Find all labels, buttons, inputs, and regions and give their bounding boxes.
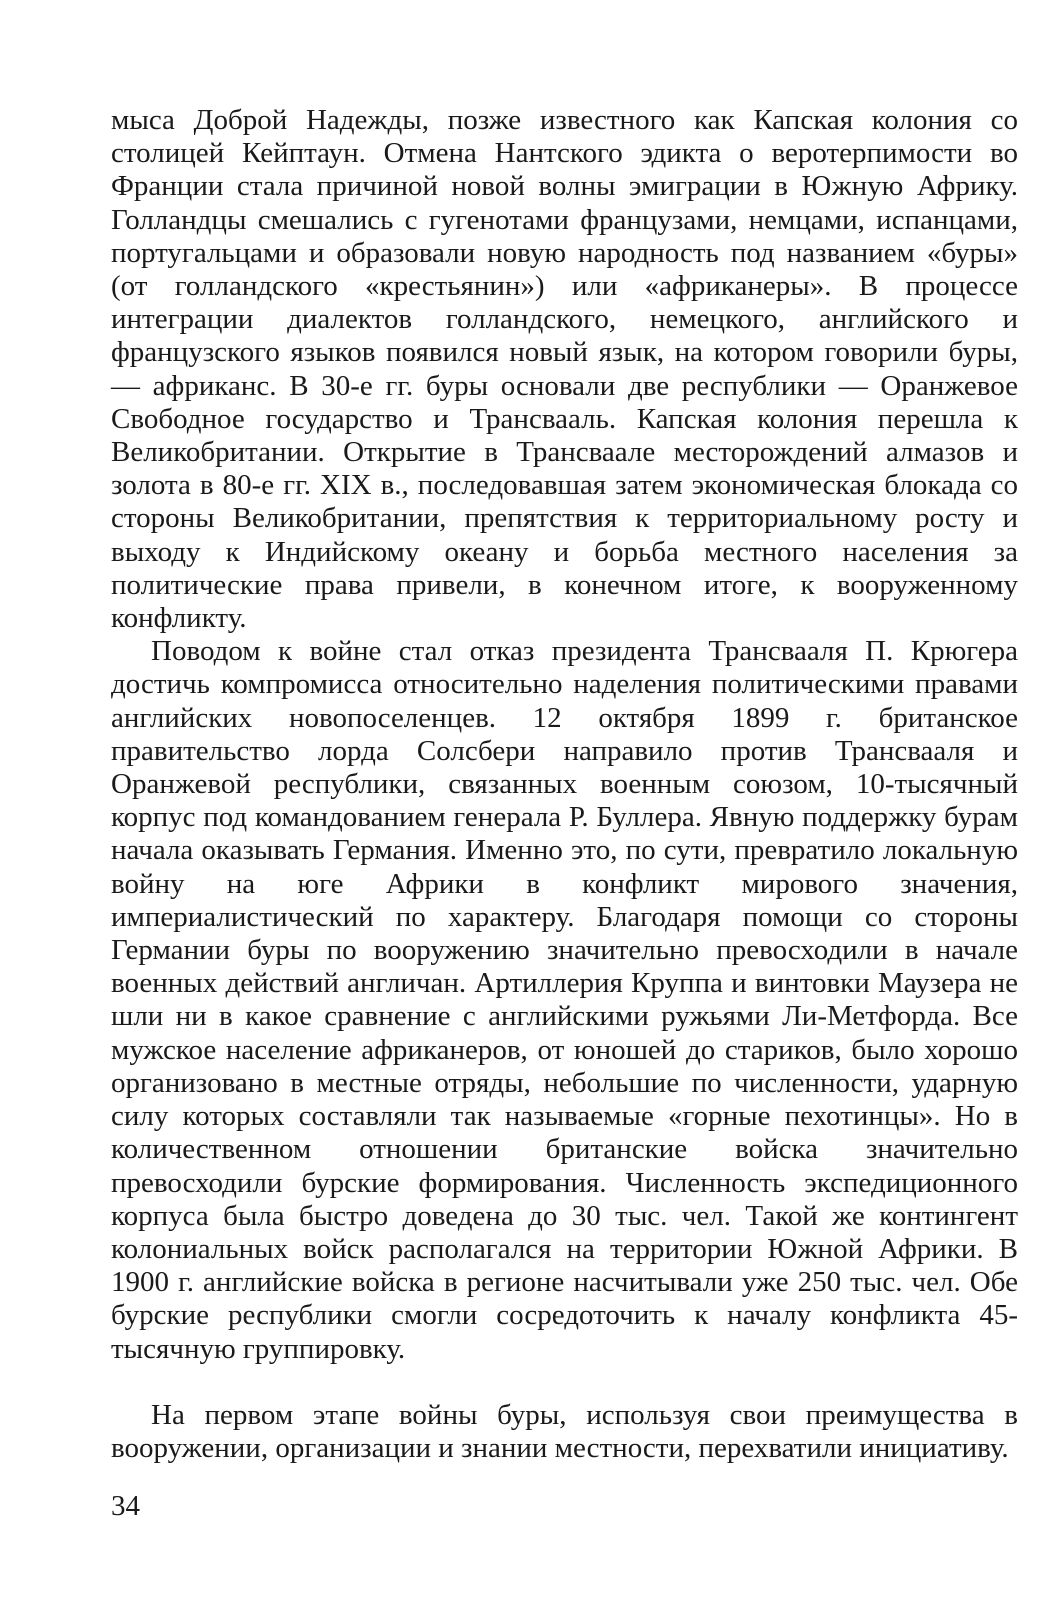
page-number: 34 bbox=[111, 1490, 140, 1522]
paragraph-first-stage: На первом этапе войны буры, используя свои преимущества в вооружении, организации и знании местности, перехватили инициативу. bbox=[111, 1398, 1018, 1464]
page-body-text bbox=[111, 104, 1018, 1465]
paragraph-cape-colony: мыса Доброй Надежды, позже известного как Капская колония со столицей Кейптаун. Отмена Нантского эдикта о веротерпимости во Франции стала причиной новой волны эмиграции в Южную Африку. Голландцы смешались с гугенотами французами, немцами, испанцами, португальцами и образовали новую народность под названием «буры» (от голландского «крестьянин») или «африканеры». В процессе интеграции диалектов голландского, немецкого, английского и французского языков появился новый язык, на котором говорили буры, — африканс. В 30-е гг. буры основали две республики — Оранжевое Свободное государство и Трансвааль. Капская колония перешла к Великобритании. Открытие в Трансваале месторождений алмазов и золота в 80-е гг. XIX в., последовавшая затем экономическая блокада со стороны Великобритании, препятствия к территориальному росту и выходу к Индийскому океану и борьба местного населения за политические права привели, в конечном итоге, к вооруженному конфликту. bbox=[111, 104, 1018, 635]
paragraph-war-cause: Поводом к войне стал отказ президента Трансвааля П. Крюгера достичь компромисса относительно наделения политическими правами английских новопоселенцев. 12 октября 1899 г. британское правительство лорда Солсбери направило против Трансвааля и Оранжевой республики, связанных военным союзом, 10-тысячный корпус под командованием генерала Р. Буллера. Явную поддержку бурам начала оказывать Германия. Именно это, по сути, превратило локальную войну на юге Африки в конфликт мирового значения, империалистический по характеру. Благодаря помощи со стороны Германии буры по вооружению значительно превосходили в начале военных действий англичан. Артиллерия Круппа и винтовки Маузера не шли ни в какое сравнение с английскими ружьями Ли-Метфорда. Все мужское население африканеров, от юношей до стариков, было хорошо организовано в местные отряды, небольшие по численности, ударную силу которых составляли так называемые «горные пехотинцы». Но в количественном отношении британские войска значительно превосходили бурские формирования. Численность экспедиционного корпуса была быстро доведена до 30 тыс. чел. Такой же контингент колониальных войск располагался на территории Южной Африки. В 1900 г. английские войска в регионе насчитывали уже 250 тыс. чел. Обе бурские республики смогли сосредоточить к началу конфликта 45-тысячную группировку. bbox=[111, 635, 1018, 1365]
